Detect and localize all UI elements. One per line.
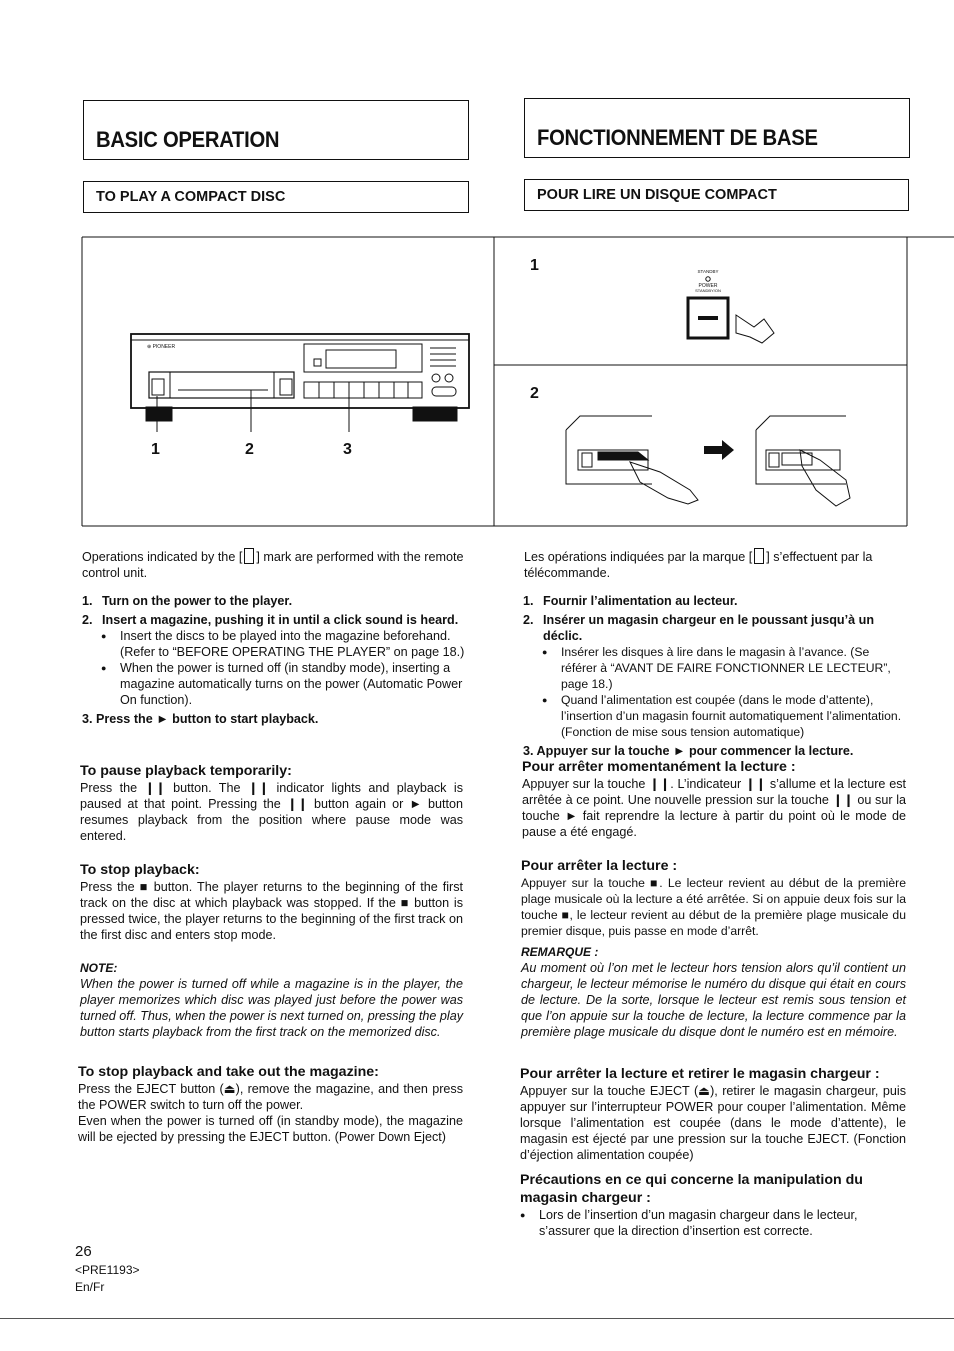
en-stop-section xyxy=(80,861,463,943)
fr-step-2-notes xyxy=(523,644,907,740)
en-step-3: 3. Press the ► button to start playback. xyxy=(82,712,319,726)
figure-label-2: 2 xyxy=(245,441,254,458)
fr-step-2: 2. Insérer un magasin chargeur en le poussant jusqu’à un déclic. xyxy=(523,613,875,643)
fr-pause-heading: Pour arrêter momentanément la lecture : xyxy=(522,759,796,775)
cd-player-illustration xyxy=(131,334,469,432)
language-codes: En/Fr xyxy=(75,1280,105,1294)
en-stop-heading: To stop playback: xyxy=(80,862,200,878)
svg-text:⊕ PIONEER: ⊕ PIONEER xyxy=(147,344,176,350)
fr-precaution-section xyxy=(520,1171,906,1239)
fr-intro-text-a: Les opérations indiquées par la marque [ xyxy=(524,550,753,564)
power-button-illustration xyxy=(688,269,774,343)
en-page-title: BASIC OPERATION xyxy=(96,127,280,152)
fr-eject-text: Appuyer sur la touche EJECT (⏏), retirer le magasin chargeur, puis appuyer sur l’interrupteur POWER pour couper l’alimentation. Même lorsque l’alimentation est coupée (dans le mode d’attente), le magasin est éjecté par une pression sur la touche EJECT. (Fonction d’éjection alimentation coupée) xyxy=(520,1084,906,1162)
en-step-2: 2. Insert a magazine, pushing it in until a click sound is heard. xyxy=(82,613,459,627)
illustration-frame xyxy=(0,0,954,540)
fr-stop-heading: Pour arrêter la lecture : xyxy=(521,858,678,874)
remote-control-icon xyxy=(754,548,764,564)
insert-magazine-illustration xyxy=(566,416,850,506)
remote-control-icon xyxy=(244,548,254,564)
en-note-text: When the power is turned off while a magazine is in the player, the player memorizes which disc was played just before the power was turned off. Thus, when the power is next turned on, pressing the play button starts playback from the first track on the memorized disc. xyxy=(80,977,463,1039)
page-number: 26 xyxy=(75,1243,92,1260)
fr-note-text: Au moment où l’on met le lecteur hors tension alors qu’il contient un chargeur, le lecteur mémorise le numéro du disque qui était en cours de lecture. De la sorte, lorsque le lecteur est remis sous tension et que l’on appuie sur la touche de lecture, la lecture commence par la première plage musicale du disque dont le numéro est en mémoire. xyxy=(521,961,906,1039)
en-pause-text: Press the ❙❙ button. The ❙❙ indicator lights and playback is paused at that point. Pressing the ❙❙ button again or ► button resumes playback from the position where pause mode was entered. xyxy=(80,781,463,843)
fr-precaution-bullet: ● Lors de l’insertion d’un magasin chargeur dans le lecteur, s’assurer que la direction d’insertion est correcte. xyxy=(501,1207,906,1239)
fr-intro-text-b: ] s’effectuent par la télécommande. xyxy=(524,550,873,580)
fr-stop-section xyxy=(521,857,906,939)
panel-1-label: 1 xyxy=(530,257,539,274)
en-note-section xyxy=(80,960,463,1040)
svg-text:STANDBY: STANDBY xyxy=(697,269,719,274)
fr-intro xyxy=(524,548,907,581)
svg-text:STANDBY/ON: STANDBY/ON xyxy=(695,288,721,293)
en-steps xyxy=(82,593,465,727)
en-step-1: 1. Turn on the power to the player. xyxy=(82,594,293,608)
en-intro xyxy=(82,548,465,581)
en-section-title: TO PLAY A COMPACT DISC xyxy=(96,189,286,205)
en-intro-text-a: Operations indicated by the [ xyxy=(82,550,243,564)
en-eject-section xyxy=(78,1063,463,1145)
en-stop-text: Press the ■ button. The player returns to the beginning of the first track on the disc at which playback was stopped. If the ■ button is pressed twice, the player returns to the beginning of the first track on the first disc and enters stop mode. xyxy=(80,880,463,942)
panel-2-label: 2 xyxy=(530,385,539,402)
fr-precaution-heading: Précautions en ce qui concerne la manipulation du magasin chargeur : xyxy=(520,1172,863,1206)
fr-pause-section xyxy=(522,758,906,840)
fr-note-section xyxy=(521,944,906,1040)
model-code: <PRE1193> xyxy=(75,1263,140,1277)
fr-bullet-1: ● Insérer les disques à lire dans le magasin à l’avance. (Se référer à “AVANT DE FAIRE FONCTIONNER LE LECTEUR”, page 18.) xyxy=(523,644,907,692)
fr-section-title: POUR LIRE UN DISQUE COMPACT xyxy=(537,187,777,203)
en-eject-text-2: Even when the power is turned off (in standby mode), the magazine will be ejected by pressing the EJECT button. (Power Down Eject) xyxy=(78,1114,463,1144)
fr-note-label: REMARQUE : xyxy=(521,945,599,959)
fr-steps xyxy=(523,593,907,759)
en-pause-heading: To pause playback temporarily: xyxy=(80,763,292,779)
en-intro-text-b: ] mark are performed with the remote control unit. xyxy=(82,550,464,580)
en-bullet-1: ● Insert the discs to be played into the magazine beforehand. (Refer to “BEFORE OPERATING THE PLAYER” on page 18.) xyxy=(82,628,465,660)
figure-label-1: 1 xyxy=(151,441,160,458)
en-eject-text-1: Press the EJECT button (⏏), remove the magazine, and then press the POWER switch to turn off the power. xyxy=(78,1082,463,1112)
figure-label-3: 3 xyxy=(343,441,352,458)
fr-step-1: 1. Fournir l’alimentation au lecteur. xyxy=(523,594,738,608)
footer-rule xyxy=(0,1318,954,1319)
fr-pause-text: Appuyer sur la touche ❙❙. L’indicateur ❙❙ s’allume et la lecture est arrêtée à ce point. Une nouvelle pression sur la touche ❙❙ ou sur la touche ► fait reprendre la lecture à partir du point où le mode de pause a été engagé. xyxy=(522,777,906,839)
fr-bullet-2: ● Quand l’alimentation est coupée (dans le mode d’attente), l’insertion d’un magasin fournit automatiquement l’alimentation. (Fonction de mise sous tension automatique) xyxy=(523,692,907,740)
fr-precaution-notes xyxy=(501,1207,906,1239)
en-eject-heading: To stop playback and take out the magazine: xyxy=(78,1064,379,1080)
svg-text:POWER: POWER xyxy=(698,283,718,289)
fr-step-3: 3. Appuyer sur la touche ► pour commencer la lecture. xyxy=(523,744,854,758)
en-pause-section xyxy=(80,762,463,844)
fr-eject-section xyxy=(520,1065,906,1163)
fr-eject-heading: Pour arrêter la lecture et retirer le magasin chargeur : xyxy=(520,1066,880,1082)
fr-stop-text: Appuyer sur la touche ■. Le lecteur revient au début de la première plage musicale où la lecture a été arrêtée. Si on appuie deux fois sur la touche ■, le lecteur revient au début de la première plage musicale du premier disque, puis passe en mode d’arrêt. xyxy=(521,876,906,938)
en-bullet-2: ● When the power is turned off (in standby mode), inserting a magazine automatically turns on the power (Automatic Power On function). xyxy=(82,660,465,708)
fr-page-title: FONCTIONNEMENT DE BASE xyxy=(537,125,818,150)
en-step-2-notes xyxy=(82,628,465,708)
en-note-label: NOTE: xyxy=(80,961,118,975)
